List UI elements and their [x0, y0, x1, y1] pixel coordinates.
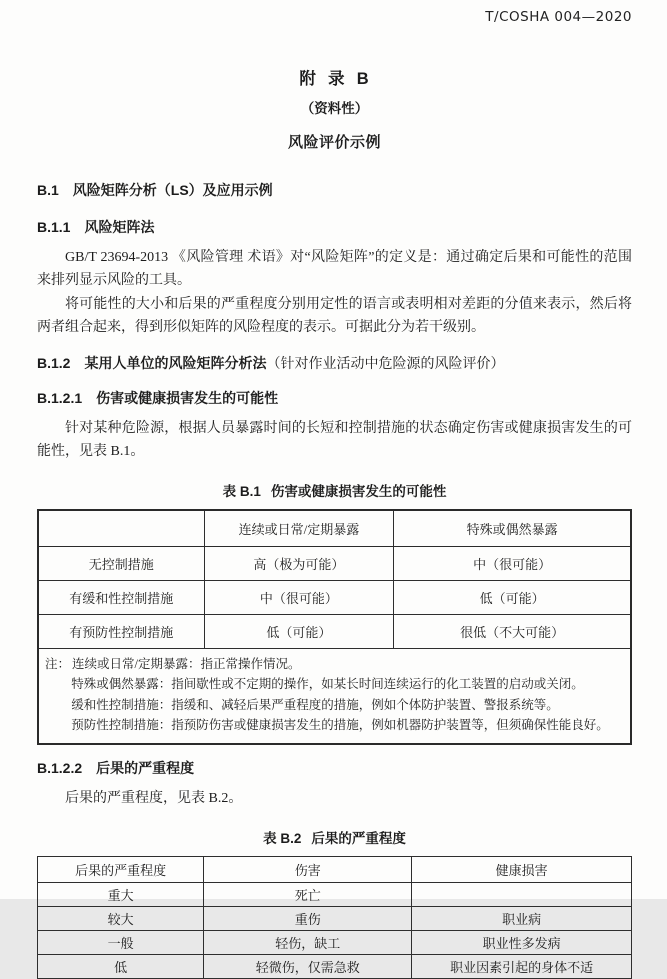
- table-note: [38, 648, 631, 744]
- table-cell: 很低（不大可能）: [394, 614, 631, 648]
- table-row: [38, 614, 631, 648]
- table-row: [38, 883, 632, 907]
- appendix-type: （资料性）: [300, 101, 369, 116]
- table-cell: 职业病: [412, 907, 632, 931]
- table-cell: 特殊或偶然暴露: [394, 510, 631, 546]
- table-cell: 中（很可能）: [204, 580, 394, 614]
- note-line: 缓和性控制措施：指缓和、减轻后果严重程度的措施，例如个体防护装置、警报系统等。: [71, 697, 559, 712]
- table-row: [38, 931, 632, 955]
- note-line: [45, 654, 624, 675]
- table-cell: 中（很可能）: [394, 546, 631, 580]
- section-title-suffix: （针对作业活动中危险源的风险评价）: [266, 357, 505, 372]
- section-heading-b1-2-1: [37, 389, 632, 407]
- table-row-header: [38, 857, 632, 883]
- table-cell: 轻伤，缺工: [204, 931, 412, 955]
- table-cell: 健康损害: [412, 857, 632, 883]
- table-cell: 连续或日常/定期暴露: [204, 510, 394, 546]
- section-title: 风险矩阵分析（LS）及应用示例: [72, 182, 273, 198]
- section-heading-b1-2-2: [37, 759, 632, 777]
- table-row: [38, 546, 631, 580]
- table-cell: 重大: [38, 883, 204, 907]
- table-cell: 死亡: [204, 883, 412, 907]
- doc-number: T/COSHA 004—2020: [485, 9, 632, 25]
- section-title: 后果的严重程度: [96, 759, 195, 776]
- table-b1-caption: 伤害或健康损害发生的可能性: [270, 484, 447, 499]
- section-heading-b1-1: [37, 218, 632, 236]
- paragraph-likelihood: 针对某种危险源，根据人员暴露时间的长短和控制措施的状态确定伤害或健康损害发生的可能性，见表 B.1。: [37, 421, 632, 459]
- section-title: 风险矩阵法: [84, 219, 155, 235]
- table-b1-number: 表 B.1: [222, 484, 261, 499]
- table-cell: 一般: [38, 931, 204, 955]
- paragraph-definition: GB/T 23694-2013 《风险管理 术语》对“风险矩阵”的定义是：通过确定后果和可能性的范围来排列显示风险的工具。: [37, 250, 632, 288]
- section-title: 某用人单位的风险矩阵分析法: [84, 355, 267, 371]
- table-cell: 低（可能）: [394, 580, 631, 614]
- table-cell: 较大: [38, 907, 204, 931]
- table-b1-title: [37, 480, 632, 500]
- table-b2-number: 表 B.2: [263, 831, 302, 846]
- table-row: [38, 907, 632, 931]
- table-cell: 无控制措施: [38, 546, 204, 580]
- section-number: B.1: [37, 182, 59, 198]
- section-number: B.1.2.2: [37, 759, 83, 776]
- table-cell: 低: [38, 955, 204, 979]
- table-b2-title: [37, 827, 632, 847]
- table-cell: 职业性多发病: [412, 931, 632, 955]
- table-cell: [38, 510, 204, 546]
- table-cell: 轻微伤，仅需急救: [204, 955, 412, 979]
- table-cell: 高（极为可能）: [204, 546, 394, 580]
- paragraph-severity: 后果的严重程度，见表 B.2。: [65, 790, 243, 806]
- table-cell: 低（可能）: [204, 614, 394, 648]
- section-number: B.1.1: [37, 219, 71, 235]
- note-text: 连续或日常/定期暴露：指正常操作情况。: [72, 656, 301, 671]
- section-title: 伤害或健康损害发生的可能性: [96, 390, 279, 406]
- table-row: [38, 580, 631, 614]
- section-number: B.1.2.1: [37, 390, 83, 406]
- appendix-title: 附 录 B: [299, 70, 370, 88]
- table-cell: 职业因素引起的身体不适: [412, 955, 632, 979]
- table-b2: [37, 856, 632, 979]
- table-b1: [37, 509, 632, 745]
- table-cell: 有缓和性控制措施: [38, 580, 204, 614]
- note-line: 特殊或偶然暴露：指间歇性或不定期的操作，如某长时间连续运行的化工装置的启动或关闭。: [71, 677, 584, 691]
- table-cell: 重伤: [204, 907, 412, 931]
- note-label: 注：: [45, 656, 71, 671]
- note-line: 预防性控制措施：指预防伤害或健康损害发生的措施，例如机器防护装置等，但须确保性能良好。: [71, 718, 609, 732]
- section-heading-b1: [37, 181, 632, 199]
- table-note-row: [38, 648, 631, 744]
- table-cell: 伤害: [204, 857, 412, 883]
- table-cell: 有预防性控制措施: [38, 614, 204, 648]
- table-row: [38, 955, 632, 979]
- appendix-title-block: [37, 65, 632, 152]
- section-number: B.1.2: [37, 355, 71, 371]
- paragraph-method: 将可能性的大小和后果的严重程度分别用定性的语言或表明相对差距的分值来表示，然后将两者组合起来，得到形似矩阵的风险程度的表示。可据此分为若干级别。: [37, 297, 632, 335]
- table-cell: [412, 883, 632, 907]
- section-heading-b1-2: [37, 354, 632, 374]
- table-b2-caption: 后果的严重程度: [311, 831, 406, 846]
- table-row-header: [38, 510, 631, 546]
- table-cell: 后果的严重程度: [38, 857, 204, 883]
- appendix-subject: 风险评价示例: [287, 134, 381, 151]
